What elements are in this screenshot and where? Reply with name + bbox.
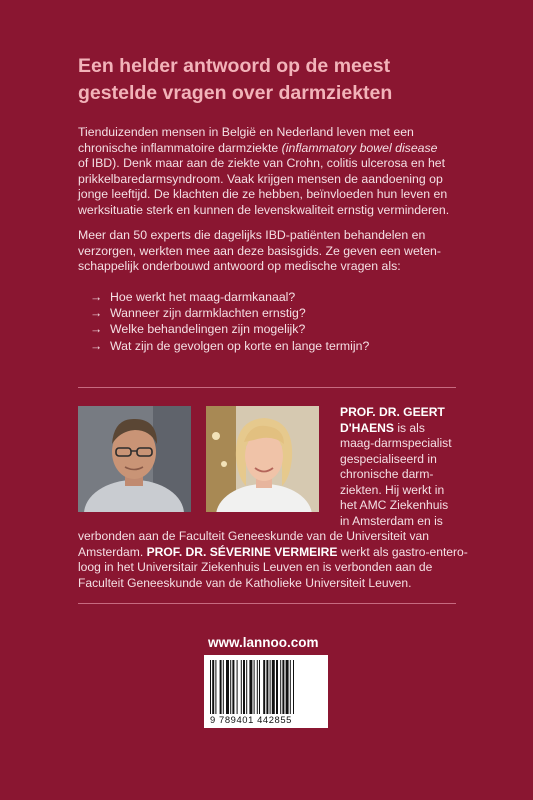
barcode-bar bbox=[237, 660, 238, 714]
list-item bbox=[90, 289, 470, 305]
barcode-bar bbox=[223, 660, 224, 714]
text-line: prikkelbaredarmsyndroom. Vaak krijgen mensen de aandoening op bbox=[78, 171, 443, 186]
barcode-bar bbox=[293, 660, 294, 714]
question-text: Wanneer zijn darmklachten ernstig? bbox=[110, 306, 306, 321]
text-line: het AMC Ziekenhuis bbox=[340, 498, 449, 512]
list-item bbox=[90, 321, 470, 337]
arrow-icon: → bbox=[90, 338, 103, 353]
barcode-bar bbox=[282, 660, 284, 714]
text-line bbox=[78, 545, 468, 561]
barcode-bar bbox=[270, 660, 271, 714]
text-line: Faculteit Geneeskunde van de Katholieke Universiteit Leuven. bbox=[78, 575, 412, 590]
intro-paragraph bbox=[78, 125, 468, 219]
barcode-bar bbox=[254, 660, 255, 714]
publisher-website: www.lannoo.com bbox=[208, 635, 319, 650]
headline-line: Een helder antwoord op de meest bbox=[78, 55, 391, 77]
text-line: gespecialiseerd in bbox=[340, 451, 437, 466]
barcode-bar bbox=[276, 660, 278, 714]
barcode-bar bbox=[272, 660, 275, 714]
barcode-bar bbox=[263, 660, 265, 714]
text-segment: werkt als gastro-entero- bbox=[337, 544, 468, 559]
question-list bbox=[90, 289, 470, 354]
portrait-woman-image bbox=[206, 406, 319, 512]
barcode-bar bbox=[246, 660, 247, 714]
list-item bbox=[90, 338, 470, 354]
barcode-bar bbox=[290, 660, 291, 714]
question-text: Hoe werkt het maag-darmkanaal? bbox=[110, 290, 296, 304]
text-line bbox=[78, 141, 468, 157]
author-name: PROF. DR. SÉVERINE VERMEIRE bbox=[146, 544, 338, 559]
barcode-bar bbox=[215, 660, 216, 714]
text-line: Meer dan 50 experts die dagelijks IBD-patiënten behandelen en bbox=[78, 228, 426, 242]
text-line: verbonden aan de Faculteit Geneeskunde van de Universiteit van bbox=[78, 529, 429, 543]
text-line: jonge leeftijd. De klachten die ze hebben, beïnvloeden hun leven en bbox=[78, 187, 448, 202]
author-photo-dhaens bbox=[78, 406, 191, 512]
text-line: chronische darm- bbox=[340, 467, 434, 481]
question-text: Welke behandelingen zijn mogelijk? bbox=[110, 322, 306, 337]
barcode-bar bbox=[241, 660, 242, 714]
author-bio-continued bbox=[78, 529, 468, 591]
barcode-bar bbox=[259, 660, 260, 714]
barcode-bar bbox=[266, 660, 268, 714]
text-segment: Amsterdam. bbox=[78, 544, 147, 559]
italic-term: (inflammatory bowel disease bbox=[281, 140, 438, 155]
author-bio-side bbox=[340, 405, 460, 529]
barcode-bar bbox=[257, 660, 258, 714]
barcode-bar bbox=[280, 660, 281, 714]
headline-line: gestelde vragen over darmziekten bbox=[78, 82, 393, 104]
text-line: of IBD). Denk maar aan de ziekte van Crohn, colitis ulcerosa en het bbox=[78, 156, 446, 171]
barcode-bar bbox=[232, 660, 234, 714]
barcode-bar bbox=[220, 660, 222, 714]
text-line: maag-darmspecialist bbox=[340, 436, 452, 450]
isbn-number: 9 789401 442855 bbox=[210, 714, 292, 725]
divider-top bbox=[78, 387, 456, 388]
author-photo-vermeire bbox=[206, 406, 319, 512]
text-line: Tienduizenden mensen in België en Nederland leven met een bbox=[78, 125, 414, 139]
text-line bbox=[340, 421, 460, 437]
arrow-icon: → bbox=[90, 290, 103, 304]
barcode-bar bbox=[286, 660, 289, 714]
text-segment: chronische inflammatoire darmziekte bbox=[78, 140, 282, 155]
question-text: Wat zijn de gevolgen op korte en lange termijn? bbox=[110, 338, 370, 353]
barcode-bar bbox=[243, 660, 245, 714]
text-line: schappelijk onderbouwd antwoord op medische vragen als: bbox=[78, 259, 401, 274]
barcode-bar bbox=[226, 660, 229, 714]
text-line: ziekten. Hij werkt in bbox=[340, 482, 445, 497]
barcode-bar bbox=[230, 660, 231, 714]
barcode-bar bbox=[249, 660, 252, 714]
headline bbox=[78, 53, 498, 107]
portrait-man-image bbox=[78, 406, 191, 512]
text-line: loog in het Universitair Ziekenhuis Leuven en is verbonden aan de bbox=[78, 560, 433, 574]
barcode-bars bbox=[210, 660, 322, 714]
divider-bottom bbox=[78, 603, 456, 604]
list-item bbox=[90, 305, 470, 321]
barcode-bar bbox=[212, 660, 214, 714]
barcode-bar bbox=[210, 660, 211, 714]
arrow-icon: → bbox=[90, 322, 103, 337]
text-line: werksituatie sterk en kunnen de levenskwaliteit ernstig verminderen. bbox=[78, 202, 450, 217]
author-name: D'HAENS bbox=[340, 420, 394, 435]
author-name: PROF. DR. GEERT bbox=[340, 405, 445, 419]
text-segment: is als bbox=[393, 420, 425, 435]
text-line: in Amsterdam en is bbox=[340, 513, 443, 528]
barcode bbox=[204, 655, 328, 728]
text-line bbox=[340, 405, 460, 421]
text-line: verzorgen, werkten mee aan deze basisgids. Ze geven een weten- bbox=[78, 243, 441, 258]
experts-paragraph bbox=[78, 228, 468, 275]
arrow-icon: → bbox=[90, 306, 103, 321]
